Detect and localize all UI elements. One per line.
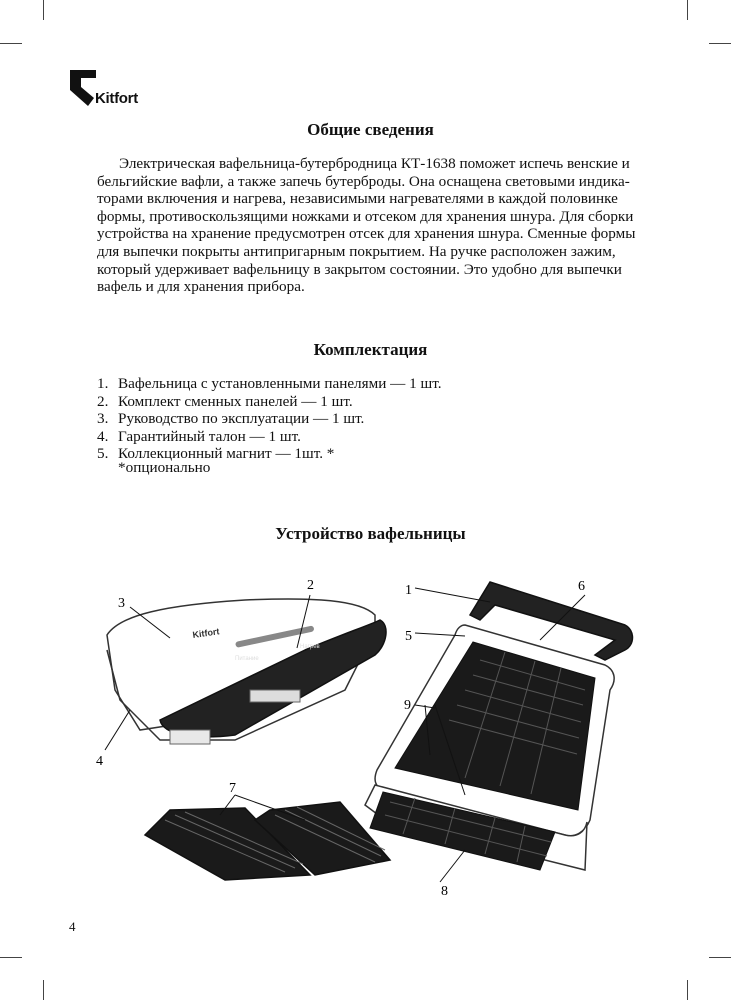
paragraph-line: Электрическая вафельница-бутербродница КТ-1638 поможет испечь венские и bbox=[119, 155, 630, 172]
crop-mark bbox=[709, 957, 731, 958]
list-item: 2. Комплект сменных панелей — 1 шт. bbox=[97, 392, 353, 410]
brand-logo bbox=[70, 70, 160, 110]
callout-4: 4 bbox=[96, 754, 103, 769]
callout-1: 1 bbox=[405, 583, 412, 598]
crop-mark bbox=[43, 980, 44, 1000]
callout-5: 5 bbox=[405, 629, 412, 644]
crop-mark bbox=[687, 980, 688, 1000]
crop-mark bbox=[687, 0, 688, 20]
paragraph-line: торами включения и нагрева, независимыми нагревателями в каждой половинке bbox=[97, 190, 618, 208]
logo-text: Kitfort bbox=[95, 90, 138, 107]
paragraph-line: вафель и для хранения прибора. bbox=[97, 278, 305, 296]
callout-8: 8 bbox=[441, 884, 448, 899]
crop-mark bbox=[43, 0, 44, 20]
paragraph-line: бельгийские вафли, а также запечь бутерброды. Она оснащена световыми индика- bbox=[97, 172, 630, 190]
closed-waffle-maker bbox=[107, 599, 386, 744]
paragraph-line: который удерживает вафельницу в закрытом состоянии. Это удобно для выпечки bbox=[97, 260, 622, 278]
indicator-label-right: Нагрев bbox=[300, 644, 320, 650]
crop-mark bbox=[709, 43, 731, 44]
callout-7: 7 bbox=[229, 781, 236, 796]
crop-mark bbox=[0, 957, 22, 958]
indicator-label-left: Питание bbox=[235, 656, 259, 662]
waffle-maker-diagram bbox=[85, 570, 645, 910]
list-item: 1. Вафельница с установленными панелями — 1 шт. bbox=[97, 375, 442, 392]
list-item: 4. Гарантийный талон — 1 шт. bbox=[97, 427, 301, 445]
page-number: 4 bbox=[69, 919, 76, 934]
callout-9: 9 bbox=[404, 698, 411, 713]
optional-footnote: *опционально bbox=[118, 459, 211, 476]
spare-panels bbox=[145, 802, 390, 880]
paragraph-line: формы, противоскользящими ножками и отсеком для хранения шнура. Для сборки bbox=[97, 207, 634, 225]
callout-6: 6 bbox=[578, 579, 585, 594]
contents-list bbox=[97, 375, 442, 463]
paragraph-line: устройства на хранение предусмотрен отсек для хранения шнура. Сменные формы bbox=[97, 225, 636, 243]
product-brand: Kitfort bbox=[191, 626, 221, 640]
open-waffle-maker bbox=[365, 582, 633, 870]
section-title-general: Общие сведения bbox=[307, 120, 434, 139]
callout-2: 2 bbox=[307, 578, 314, 593]
section-title-device: Устройство вафельницы bbox=[275, 524, 466, 543]
list-item: 5. Коллекционный магнит — 1шт. * bbox=[97, 445, 335, 463]
callout-3: 3 bbox=[118, 596, 125, 611]
crop-mark bbox=[0, 43, 22, 44]
paragraph-line: для выпечки покрыты антипригарным покрытием. На ручке расположен зажим, bbox=[97, 242, 616, 260]
general-paragraph bbox=[97, 155, 642, 296]
section-title-contents: Комплектация bbox=[313, 340, 428, 359]
list-item: 3. Руководство по эксплуатации — 1 шт. bbox=[97, 410, 365, 428]
